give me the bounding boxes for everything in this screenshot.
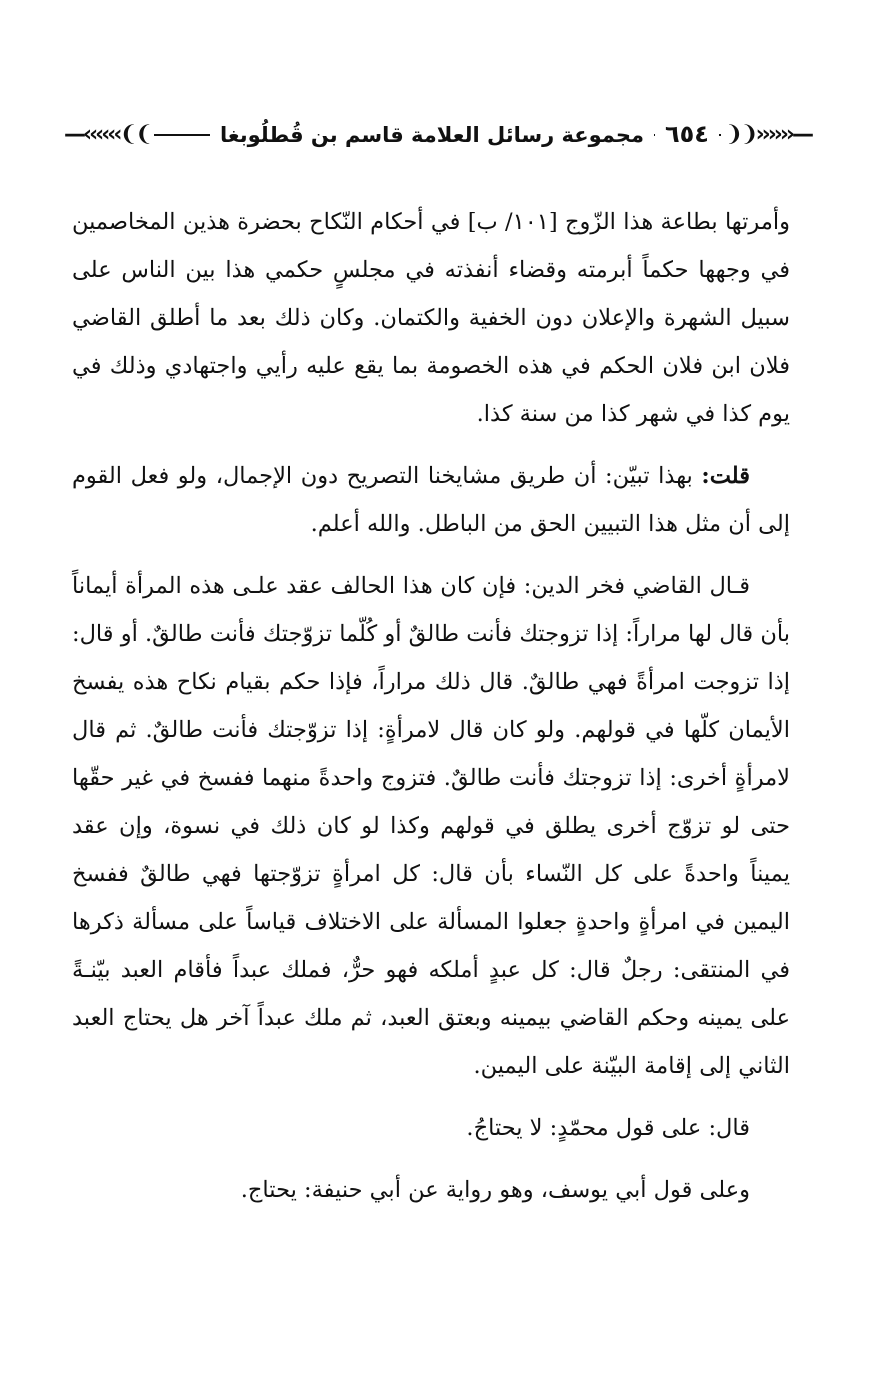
paragraph-2 xyxy=(72,452,790,548)
paragraph-text: قال: على قول محمّدٍ: لا يحتاجُ. xyxy=(466,1115,750,1141)
page-number: ٦٥٤ xyxy=(655,114,719,154)
header-ornament-left: —‹‹‹‹‹‹❨❨ xyxy=(60,118,154,152)
paragraph-text: بهذا تبيّن: أن طريق مشايخنا التصريح دون الإجمال، ولو فعل القوم إلى أن مثل هذا التبيين الحق من الباطل. والله أعلم. xyxy=(72,463,790,537)
running-header xyxy=(60,108,815,164)
paragraph-text: وعلى قول أبي يوسف، وهو رواية عن أبي حنيفة: يحتاج. xyxy=(240,1177,750,1203)
paragraph-5 xyxy=(72,1166,790,1214)
paragraph-4 xyxy=(72,1104,790,1152)
paragraph-text: وأمرتها بطاعة هذا الزّوج [١٠١/ ب] في أحكام النّكاح بحضرة هذين المخاصمين في وجهها حكماً أبرمته وقضاء أنفذته في مجلسٍ حكمي هذا بين الناس على سبيل الشهرة والإعلان دون الخفية والكتمان. وكان ذلك بعد ما أطلق القاضي فلان ابن فلان الحكم في هذه الخصومة بما يقع عليه رأيي واجتهادي وذلك في يوم كذا في شهر كذا من سنة كذا. xyxy=(72,209,791,427)
paragraph-text: قـال القاضي فخر الدين: فإن كان هذا الحالف عقد علـى هذه المرأة أيماناً بأن قال لها مراراً: إذا تزوجتك فأنت طالقٌ أو كُلّما تزوّجتك فأنت طالقٌ. أو قال: إذا تزوجت امرأةً فهي طالقٌ. قال ذلك مراراً، فإذا حكم بقيام نكاح هذه يفسخ الأيمان كلّها في قولهم. ولو كان قال لامرأةٍ: إذا تزوّجتك فأنت طالقٌ. ثم قال لامرأةٍ أخرى: إذا تزوجتك فأنت طالقٌ. فتزوج واحدةً منهما ففسخ في غير حقّها حتى لو تزوّج أخرى يطلق في قولهم وكذا لو كان ذلك في نسوة، وإن عقد يميناً واحدةً على كل النّساء بأن قال: كل امرأةٍ تزوّجتها فهي طالقٌ ففسخ اليمين في امرأةٍ واحدةٍ جعلوا المسألة على الاختلاف قياساً على مسألة ذكرها في المنتقى: رجلٌ قال: كل عبدٍ أملكه فهو حرٌّ، فملك عبداً فأقام العبد بيّنـةً على يمينه وحكم القاضي بيمينه وبعتق العبد، ثم ملك عبداً آخر هل يحتاج العبد الثاني إلى إقامة البيّنة على اليمين. xyxy=(72,573,790,1079)
header-title: مجموعة رسائل العلامة قاسم بن قُطلُوبغا xyxy=(210,116,654,154)
paragraph-lead-word: قلت: xyxy=(701,463,750,489)
header-ornament-right: ❩❩››››››— xyxy=(721,118,815,152)
paragraph-3 xyxy=(72,562,790,1090)
paragraph-1 xyxy=(72,198,790,438)
body-text xyxy=(72,198,790,1228)
